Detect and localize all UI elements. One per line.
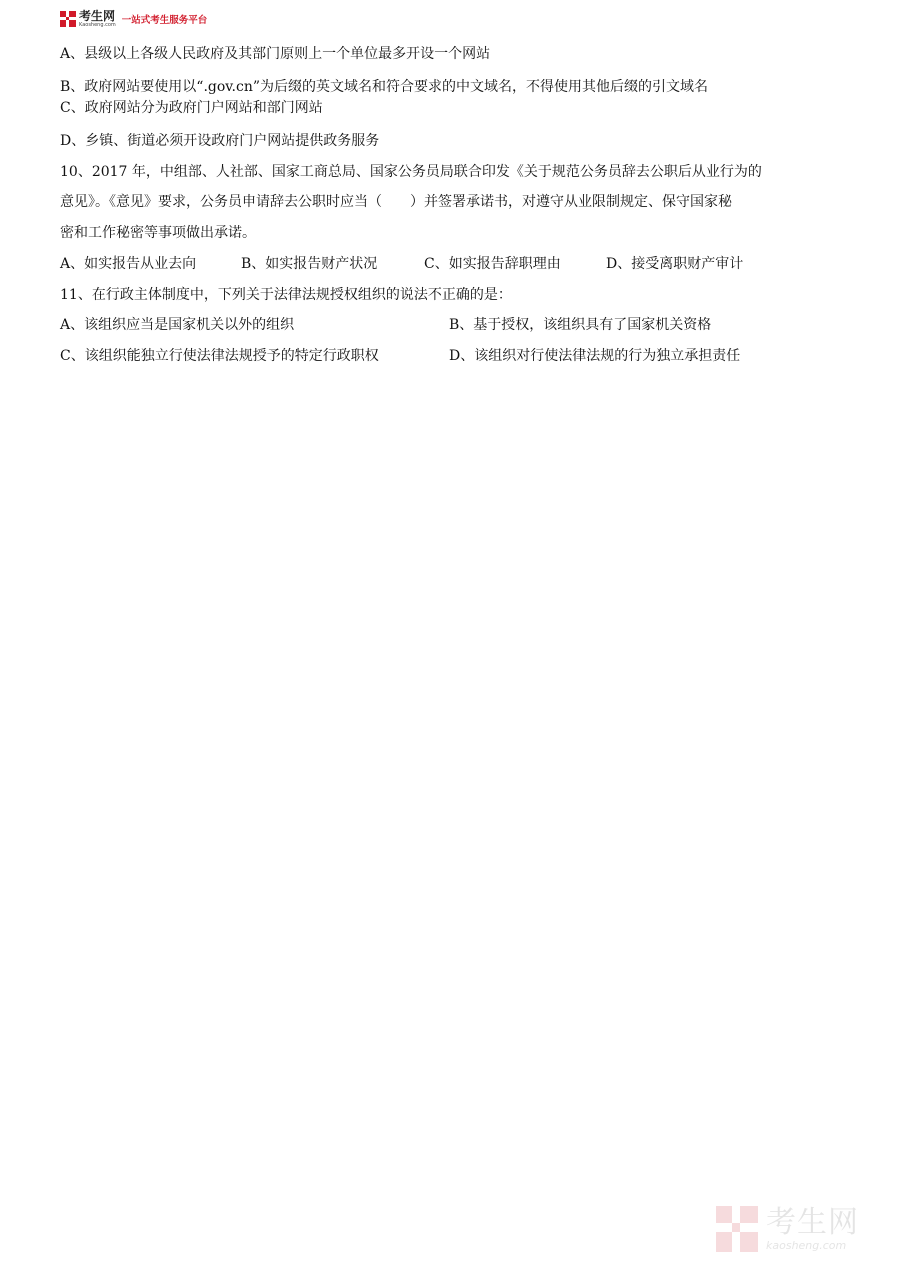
kaosheng-watermark-icon	[716, 1206, 758, 1252]
q11-option-b: B、基于授权，该组织具有了国家机关资格	[449, 317, 712, 333]
kaosheng-logo-icon	[60, 11, 76, 27]
q11-stem: 11、在行政主体制度中，下列关于法律法规授权组织的说法不正确的是：	[60, 287, 512, 303]
q9-option-a: A、县级以上各级人民政府及其部门原则上一个单位最多开设一个网站	[60, 46, 491, 62]
q10-option-c: C、如实报告辞职理由	[424, 256, 561, 272]
logo-name: 考生网	[79, 9, 116, 23]
watermark-name: 考生网	[766, 1204, 859, 1240]
q10-option-a: A、如实报告从业去向	[60, 256, 197, 272]
q11-option-c: C、该组织能独立行使法律法规授予的特定行政职权	[60, 348, 379, 364]
q10-stem-line-2: 意见》。《意见》要求，公务员申请辞去公职时应当（ ）并签署承诺书，对遵守从业限制规定、保守国家秘	[60, 194, 732, 210]
q10-option-d: D、接受离职财产审计	[606, 256, 744, 272]
q10-stem-line-1: 10、2017 年，中组部、人社部、国家工商总局、国家公务员局联合印发《关于规范公务员辞去公职后从业行为的	[60, 164, 762, 180]
logo-domain: Kaosheng.com	[79, 22, 116, 28]
q11-option-a: A、该组织应当是国家机关以外的组织	[60, 317, 295, 333]
watermark-domain: kaosheng.com	[766, 1238, 847, 1252]
watermark-text	[766, 1204, 859, 1252]
q9-option-c: C、政府网站分为政府门户网站和部门网站	[60, 100, 323, 116]
q10-stem-line-3: 密和工作秘密等事项做出承诺。	[60, 225, 256, 241]
slogan: 一站式考生服务平台	[121, 15, 208, 26]
logo-text	[79, 10, 116, 28]
page-header	[60, 8, 207, 30]
q9-option-d: D、乡镇、街道必须开设政府门户网站提供政务服务	[60, 133, 380, 149]
q11-option-d: D、该组织对行使法律法规的行为独立承担责任	[449, 348, 741, 364]
q9-option-b: B、政府网站要使用以“.gov.cn”为后缀的英文域名和符合要求的中文域名，不得使用其他后缀的引文域名	[60, 79, 708, 95]
q10-option-b: B、如实报告财产状况	[241, 256, 378, 272]
watermark	[716, 1206, 859, 1252]
